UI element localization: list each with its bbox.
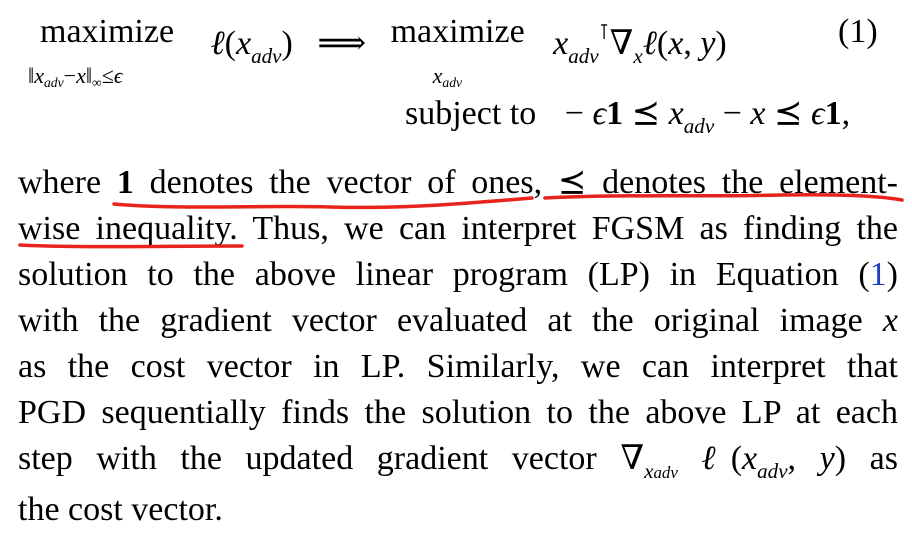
paragraph-line-3: solution to the above linear program (LP) in Equation (1) bbox=[18, 256, 898, 293]
paragraph-line-8: the cost vector. bbox=[18, 491, 223, 528]
constraint-expression: − ϵ1 ⪯ $x_{adv} - x$ ⪯ ϵ1, bbox=[564, 95, 851, 138]
left-maximize-operator: maximize bbox=[40, 13, 175, 50]
paragraph-line-1: where 1 denotes the vector of ones, ⪯ denotes the element- bbox=[18, 164, 898, 201]
right-maximize-operator: maximize bbox=[390, 13, 525, 50]
right-maximize-variable: xadv bbox=[432, 63, 463, 91]
right-maximize-block bbox=[390, 10, 539, 91]
equation-objective-line bbox=[28, 10, 727, 91]
subject-to-label: subject to bbox=[405, 95, 537, 132]
paragraph-line-5: as the cost vector in LP. Similarly, we can interpret that bbox=[18, 348, 898, 385]
paragraph-body bbox=[18, 160, 898, 533]
left-maximize-block bbox=[28, 10, 188, 91]
left-maximize-constraint: ‖xadv−x‖∞≤ϵ bbox=[28, 63, 123, 91]
left-objective: $\ell(x_{adv})$ bbox=[210, 25, 293, 68]
paragraph-line-6: PGD sequentially finds the solution to the above LP at each bbox=[18, 394, 898, 431]
equation-reference-link[interactable]: 1 bbox=[869, 256, 887, 293]
equation-number: (1) bbox=[838, 13, 878, 50]
paragraph-line-4: with the gradient vector evaluated at the original image x bbox=[18, 302, 898, 339]
paragraph-line-7: step with the updated gradient vector $\nabla_{xadv}$ $\ell(x_{adv}$, y) as bbox=[18, 440, 898, 483]
implies-symbol: ⟹ bbox=[317, 25, 367, 62]
paragraph-line-2: wise inequality. Thus, we can interpret FGSM as finding the bbox=[18, 210, 898, 247]
equation-constraint-line bbox=[405, 92, 850, 139]
right-objective: $x_{adv}^⊺\nabla_x\ell(x$, y) bbox=[553, 20, 727, 68]
